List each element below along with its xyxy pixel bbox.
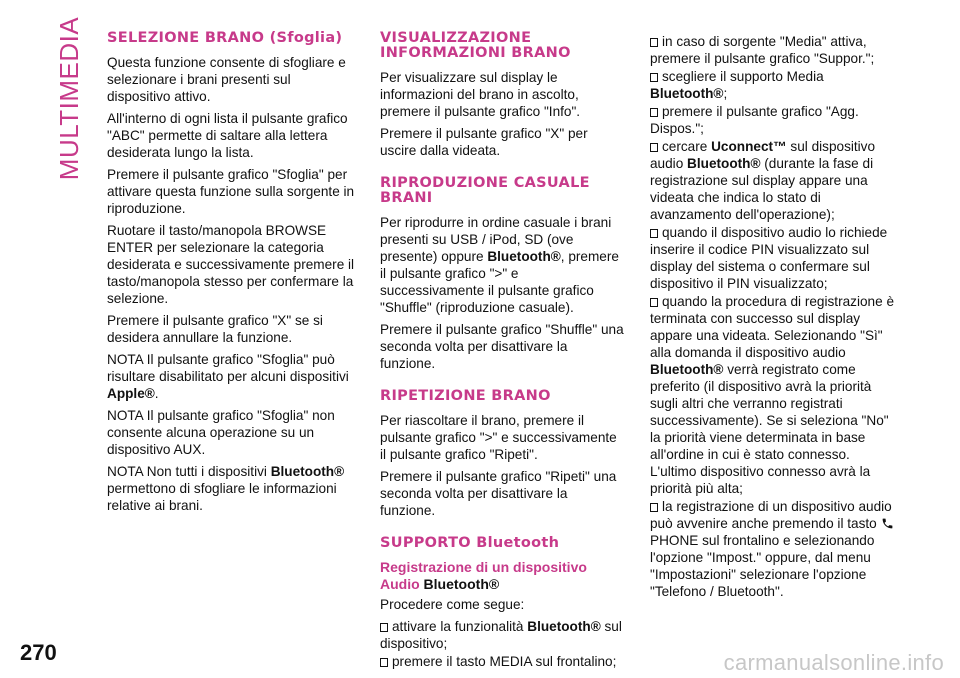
note: NOTA Il pulsante grafico "Sfoglia" può risultare disabilitato per alcuni dispositivi Apple®. bbox=[107, 352, 349, 401]
checkbox-bullet-icon bbox=[650, 108, 658, 117]
step-item: attivare la funzionalità Bluetooth® sul dispositivo; bbox=[380, 619, 622, 651]
paragraph: All'interno di ogni lista il pulsante grafico "ABC" permette di saltare alla lettera desiderata lungo la lista. bbox=[107, 111, 348, 160]
paragraph: Premere il pulsante grafico "Ripeti" una seconda volta per disattivare la funzione. bbox=[380, 469, 617, 518]
heading-riproduzione-casuale: RIPRODUZIONE CASUALE BRANI bbox=[380, 175, 590, 206]
column-2 bbox=[380, 31, 625, 671]
step-item: in caso di sorgente "Media" attiva, premere il pulsante grafico "Suppor."; bbox=[650, 34, 875, 66]
checkbox-bullet-icon bbox=[380, 623, 388, 632]
checkbox-bullet-icon bbox=[380, 658, 388, 667]
paragraph: Premere il pulsante grafico "Shuffle" una seconda volta per disattivare la funzione. bbox=[380, 322, 624, 371]
step-item: scegliere il supporto Media Bluetooth®; bbox=[650, 69, 824, 101]
heading-visualizzazione: VISUALIZZAZIONE INFORMAZIONI BRANO bbox=[380, 30, 571, 61]
checkbox-bullet-icon bbox=[650, 38, 658, 47]
paragraph: Per riascoltare il brano, premere il pulsante grafico ">" e successivamente il pulsante grafico "Ripeti". bbox=[380, 413, 617, 462]
note: NOTA Il pulsante grafico "Sfoglia" non consente alcuna operazione su un dispositivo AUX. bbox=[107, 408, 335, 457]
checkbox-bullet-icon bbox=[650, 143, 658, 152]
column-3 bbox=[650, 33, 900, 601]
paragraph: Premere il pulsante grafico "Sfoglia" per attivare questa funzione sulla sorgente in riproduzione. bbox=[107, 167, 355, 216]
paragraph: Ruotare il tasto/manopola BROWSE ENTER per selezionare la categoria desiderata e successivamente premere il tasto/manopola stesso per confermare la selezione. bbox=[107, 223, 355, 306]
step-item: cercare Uconnect™ sul dispositivo audio Bluetooth® (durante la fase di registrazione sul display appare una videata che indica lo stato di avanzamento dell'operazione); bbox=[650, 139, 876, 222]
step-item: quando la procedura di registrazione è terminata con successo sul display appare una videata. Selezionando "Sì" alla domanda il dispositivo audio Bluetooth® verrà registrato come preferito (il dispositivo avrà la priorità sugli altri che verranno registrati successivamente). Se si seleziona "No" la priorità viene determinata in base all'ordine in cui è stato connesso. L'ultimo dispositivo connesso avrà la priorità più alta; bbox=[650, 294, 895, 496]
checkbox-bullet-icon bbox=[650, 229, 658, 238]
heading-supporto-bluetooth: SUPPORTO Bluetooth bbox=[380, 535, 560, 551]
paragraph: Premere il pulsante grafico "X" se si desidera annullare la funzione. bbox=[107, 313, 323, 345]
subheading-registrazione: Registrazione di un dispositivo Audio Bluetooth® bbox=[380, 559, 587, 592]
checkbox-bullet-icon bbox=[650, 73, 658, 82]
note: NOTA Non tutti i dispositivi Bluetooth® permettono di sfogliare le informazioni relative ai brani. bbox=[107, 464, 345, 513]
column-1 bbox=[107, 31, 357, 519]
checkbox-bullet-icon bbox=[650, 298, 658, 307]
paragraph: Premere il pulsante grafico "X" per uscire dalla videata. bbox=[380, 126, 588, 158]
step-item: la registrazione di un dispositivo audio può avvenire anche premendo il tasto PHONE sul frontalino e selezionando l'opzione "Impost." oppure, dal menu "Impostazioni" selezionare l'opzione "Telefono / Bluetooth". bbox=[650, 499, 892, 599]
step-item: quando il dispositivo audio lo richiede inserire il codice PIN visualizzato sul display del sistema o confermare sul dispositivo il PIN visualizzato; bbox=[650, 225, 888, 291]
heading-ripetizione: RIPETIZIONE BRANO bbox=[380, 388, 551, 404]
checkbox-bullet-icon bbox=[650, 503, 658, 512]
phone-icon bbox=[881, 517, 894, 530]
paragraph: Per riprodurre in ordine casuale i brani presenti su USB / iPod, SD (ove presente) oppure Bluetooth®, premere il pulsante grafico ">" e successivamente il pulsante grafico "Shuffle" (riproduzione casuale). bbox=[380, 215, 619, 315]
paragraph: Per visualizzare sul display le informazioni del brano in ascolto, premere il pulsante grafico "Info". bbox=[380, 70, 581, 119]
step-item: premere il pulsante grafico "Agg. Dispos."; bbox=[650, 104, 859, 136]
paragraph: Procedere come segue: bbox=[380, 597, 525, 612]
watermark: carmanualsonline.info bbox=[723, 650, 944, 675]
page-number: 270 bbox=[20, 640, 57, 665]
paragraph: Questa funzione consente di sfogliare e selezionare i brani presenti sul dispositivo attivo. bbox=[107, 55, 346, 104]
section-side-label bbox=[50, 16, 90, 180]
section-side-label-text: MULTIMEDIA bbox=[54, 16, 85, 180]
step-item: premere il tasto MEDIA sul frontalino; bbox=[380, 653, 625, 670]
heading-selezione-brano: SELEZIONE BRANO (Sfoglia) bbox=[107, 30, 343, 46]
